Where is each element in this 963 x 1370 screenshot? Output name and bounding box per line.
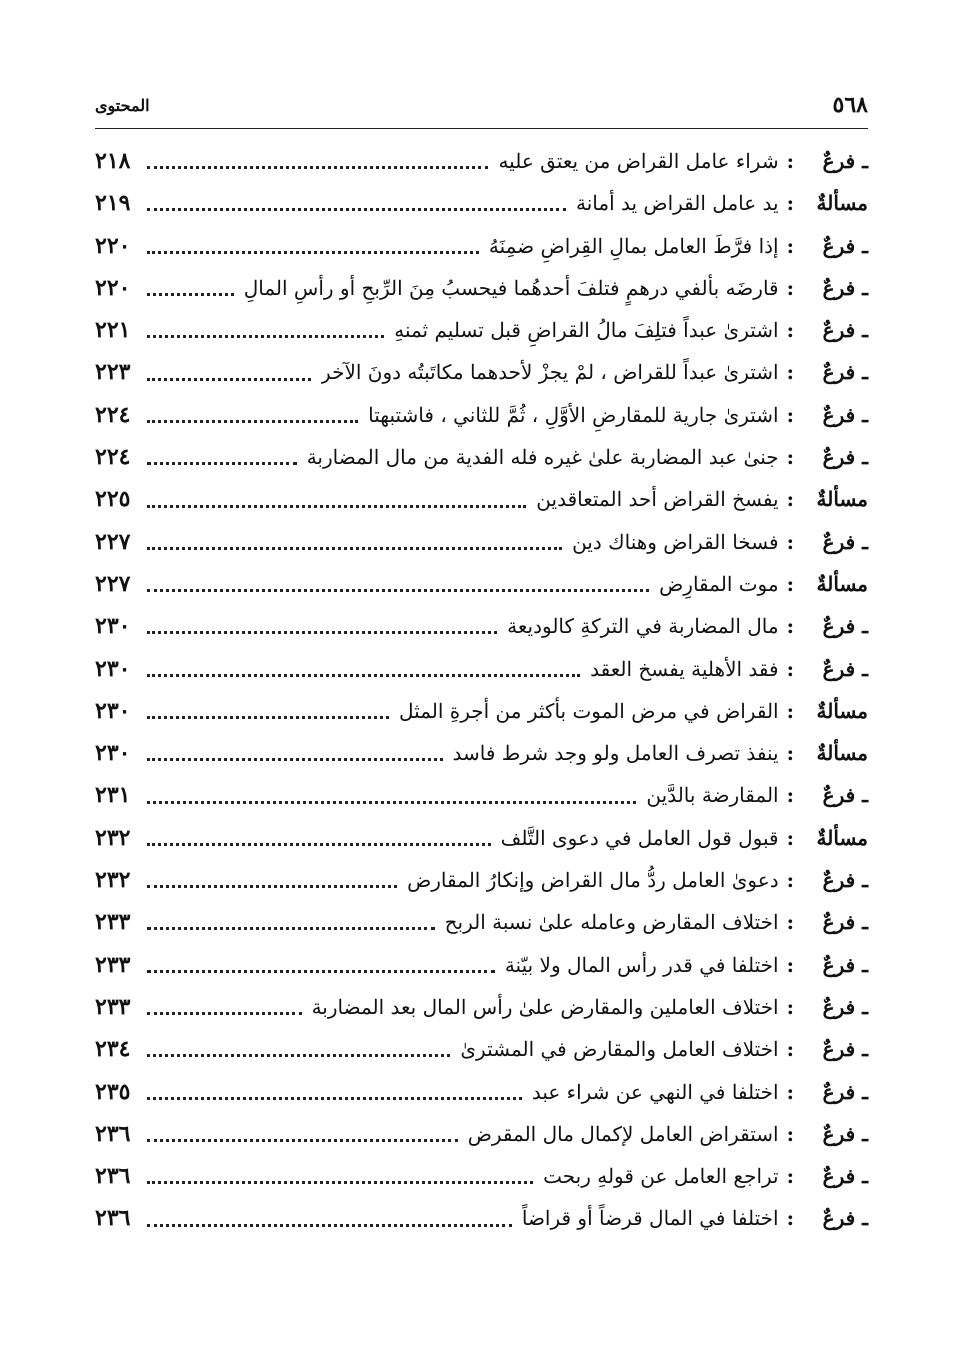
entry-page-number: ٢٢٠	[95, 274, 131, 301]
toc-entry	[95, 140, 868, 182]
entry-type: مسألةٌ	[816, 825, 868, 850]
toc-entry	[95, 901, 868, 943]
colon-separator: :	[786, 275, 794, 300]
entry-type: ـ فرعٌ	[822, 1037, 868, 1062]
toc-entry	[95, 648, 868, 690]
entry-title: إذا فرَّطَ العامل بمالِ القِراضِ ضمِنَهُ	[488, 233, 779, 258]
colon-separator: :	[786, 529, 794, 554]
entry-type: ـ فرعٌ	[822, 910, 868, 935]
colon-separator: :	[786, 910, 794, 935]
entry-type: ـ فرعٌ	[822, 868, 868, 893]
colon-separator: :	[786, 1206, 794, 1231]
entry-title: فسخا القراض وهناك دين	[572, 529, 779, 554]
entry-title: اشترىٰ جارية للمقارضِ الأوَّلِ ، ثُمَّ للثاني ، فاشتبهتا	[368, 402, 779, 427]
entry-type: ـ فرعٌ	[822, 318, 868, 343]
toc-entry	[95, 859, 868, 901]
entry-page-number: ٢٣٠	[95, 613, 131, 640]
entry-page-number: ٢٣٣	[95, 993, 131, 1020]
colon-separator: :	[786, 656, 794, 681]
entry-type: ـ فرعٌ	[822, 783, 868, 808]
entry-type: مسألةٌ	[816, 741, 868, 766]
toc-entry	[95, 944, 868, 986]
dot-leader	[147, 1223, 512, 1227]
dot-leader	[147, 504, 526, 508]
entry-page-number: ٢٢٧	[95, 570, 131, 597]
entry-title: المقارضة بالدَّين	[646, 783, 779, 808]
entry-title: يد عامل القراض يد أمانة	[575, 191, 779, 216]
colon-separator: :	[786, 1079, 794, 1104]
entry-type: ـ فرعٌ	[822, 614, 868, 639]
colon-separator: :	[786, 1164, 794, 1189]
dot-leader	[147, 1096, 522, 1100]
entry-type: ـ فرعٌ	[822, 1206, 868, 1231]
entry-type: ـ فرعٌ	[822, 656, 868, 681]
entry-type: ـ فرعٌ	[822, 402, 868, 427]
entry-title: تراجع العامل عن قولهِ ربحت	[543, 1164, 779, 1189]
dot-leader	[147, 715, 389, 719]
toc-entry	[95, 1113, 868, 1155]
entry-title: استقراض العامل لإكمال مال المقرض	[467, 1121, 779, 1146]
entry-page-number: ٢٣٣	[95, 909, 131, 936]
toc-entry	[95, 521, 868, 563]
toc-entry	[95, 309, 868, 351]
colon-separator: :	[786, 233, 794, 258]
colon-separator: :	[786, 1037, 794, 1062]
entry-type: مسألةٌ	[816, 191, 868, 216]
entry-title: دعوىٰ العامل ردُّ مال القراض وإنكارُ المقارض	[407, 868, 779, 893]
dot-leader	[147, 334, 384, 338]
entry-type: ـ فرعٌ	[822, 1164, 868, 1189]
entry-page-number: ٢٣١	[95, 782, 131, 809]
colon-separator: :	[786, 487, 794, 512]
toc-entry	[95, 351, 868, 393]
entry-type: ـ فرعٌ	[822, 1079, 868, 1104]
entry-title: جنىٰ عبد المضاربة علىٰ غيره فله الفدية من مال المضاربة	[306, 445, 779, 470]
entry-page-number: ٢٣٠	[95, 655, 131, 682]
entry-page-number: ٢٢٥	[95, 486, 131, 513]
entry-page-number: ٢٣٠	[95, 697, 131, 724]
colon-separator: :	[786, 614, 794, 639]
entry-page-number: ٢١٩	[95, 190, 131, 217]
entry-page-number: ٢٣٦	[95, 1120, 131, 1147]
dot-leader	[147, 546, 562, 550]
entry-page-number: ٢٣٠	[95, 740, 131, 767]
entry-title: فقد الأهلية يفسخ العقد	[590, 656, 779, 681]
entry-type: مسألةٌ	[816, 571, 868, 596]
entry-title: اختلاف العامل والمقارض في المشترىٰ	[460, 1037, 779, 1062]
dot-leader	[147, 207, 566, 211]
entry-type: مسألةٌ	[816, 698, 868, 723]
entry-page-number: ٢٣٢	[95, 867, 131, 894]
toc-entry	[95, 986, 868, 1028]
entry-page-number: ٢١٨	[95, 148, 131, 174]
toc-entry	[95, 478, 868, 520]
toc-entry	[95, 563, 868, 605]
dot-leader	[147, 419, 358, 423]
toc-entry	[95, 1028, 868, 1070]
dot-leader	[147, 292, 234, 296]
entry-type: مسألةٌ	[816, 487, 868, 512]
toc-entry	[95, 436, 868, 478]
dot-leader	[147, 926, 435, 930]
toc-entry	[95, 690, 868, 732]
entry-type: ـ فرعٌ	[822, 529, 868, 554]
entry-title: قارضَه بألفي درهمٍ فتلفَ أحدهُما فيحسبُ مِنَ الرِّبحِ أو رأسِ المالِ	[243, 275, 779, 300]
dot-leader	[147, 588, 649, 592]
dot-leader	[147, 377, 311, 381]
colon-separator: :	[786, 318, 794, 343]
entry-page-number: ٢٣٦	[95, 1163, 131, 1190]
colon-separator: :	[786, 149, 794, 173]
dot-leader	[147, 1180, 533, 1184]
entry-title: اختلاف المقارض وعامله علىٰ نسبة الربح	[444, 910, 779, 935]
colon-separator: :	[786, 402, 794, 427]
toc-entry	[95, 394, 868, 436]
entry-page-number: ٢٢٣	[95, 359, 131, 386]
dot-leader	[147, 842, 491, 846]
toc-entry	[95, 1197, 868, 1239]
colon-separator: :	[786, 1121, 794, 1146]
entry-title: مال المضاربة في التركةِ كالوديعة	[507, 614, 779, 639]
table-of-contents	[95, 140, 868, 1240]
dot-leader	[147, 757, 443, 761]
colon-separator: :	[786, 783, 794, 808]
dot-leader	[147, 800, 636, 804]
colon-separator: :	[786, 698, 794, 723]
entry-type: ـ فرعٌ	[822, 1121, 868, 1146]
dot-leader	[147, 461, 297, 465]
entry-title: قبول قول العامل في دعوى التَّلف	[500, 825, 779, 850]
entry-page-number: ٢٢٤	[95, 401, 131, 428]
entry-page-number: ٢٢٧	[95, 528, 131, 555]
toc-entry	[95, 1155, 868, 1197]
dot-leader	[147, 250, 479, 254]
page-number: ٥٦٨	[832, 92, 868, 118]
dot-leader	[147, 165, 488, 169]
colon-separator: :	[786, 191, 794, 216]
toc-entry	[95, 182, 868, 224]
entry-page-number: ٢٣٢	[95, 824, 131, 851]
colon-separator: :	[786, 994, 794, 1019]
colon-separator: :	[786, 571, 794, 596]
colon-separator: :	[786, 445, 794, 470]
entry-title: اختلاف العاملين والمقارض علىٰ رأس المال بعد المضاربة	[311, 994, 779, 1019]
dot-leader	[147, 884, 397, 888]
toc-entry	[95, 774, 868, 816]
entry-page-number: ٢٣٥	[95, 1078, 131, 1105]
entry-type: ـ فرعٌ	[822, 275, 868, 300]
entry-type: ـ فرعٌ	[822, 994, 868, 1019]
entry-title: ينفذ تصرف العامل ولو وجد شرط فاسد	[452, 741, 779, 766]
colon-separator: :	[786, 952, 794, 977]
entry-page-number: ٢٣٣	[95, 951, 131, 978]
entry-page-number: ٢٢١	[95, 317, 131, 344]
dot-leader	[147, 630, 497, 634]
toc-entry	[95, 605, 868, 647]
toc-entry	[95, 1071, 868, 1113]
toc-entry	[95, 732, 868, 774]
entry-type: ـ فرعٌ	[822, 233, 868, 258]
entry-page-number: ٢٣٦	[95, 1205, 131, 1232]
entry-page-number: ٢٣٤	[95, 1036, 131, 1063]
entry-title: موت المقارِض	[659, 571, 779, 596]
dot-leader	[147, 1011, 302, 1015]
dot-leader	[147, 673, 580, 677]
entry-type: ـ فرعٌ	[822, 445, 868, 470]
entry-title: شراء عامل القراض من يعتق عليه	[498, 149, 779, 173]
entry-title: اختلفا في قدر رأس المال ولا بيّنة	[504, 952, 779, 977]
dot-leader	[147, 1053, 450, 1057]
colon-separator: :	[786, 360, 794, 385]
running-title: المحتوى	[95, 96, 150, 115]
colon-separator: :	[786, 825, 794, 850]
toc-entry	[95, 225, 868, 267]
entry-type: ـ فرعٌ	[822, 149, 868, 173]
toc-entry	[95, 817, 868, 859]
entry-page-number: ٢٢٤	[95, 444, 131, 471]
toc-entry	[95, 267, 868, 309]
entry-title: اشترىٰ عبداً فتلِفَ مالُ القراضِ قبل تسليم ثمنهِ	[394, 318, 779, 343]
entry-title: اختلفا في المال قرضاً أو قراضاً	[521, 1206, 779, 1231]
dot-leader	[147, 969, 495, 973]
entry-title: القراض في مرض الموت بأكثر من أجرةِ المثل	[399, 698, 779, 723]
dot-leader	[147, 1138, 458, 1142]
entry-title: يفسخ القراض أحد المتعاقدين	[536, 487, 779, 512]
page-header	[95, 92, 868, 129]
entry-title: اختلفا في النهي عن شراء عبد	[531, 1079, 779, 1104]
entry-type: ـ فرعٌ	[822, 360, 868, 385]
entry-type: ـ فرعٌ	[822, 952, 868, 977]
entry-page-number: ٢٢٠	[95, 232, 131, 259]
colon-separator: :	[786, 741, 794, 766]
colon-separator: :	[786, 868, 794, 893]
entry-title: اشترىٰ عبداً للقراض ، لمْ يجزْ لأحدهما مكاتَبتُه دونَ الآخر	[321, 360, 779, 385]
